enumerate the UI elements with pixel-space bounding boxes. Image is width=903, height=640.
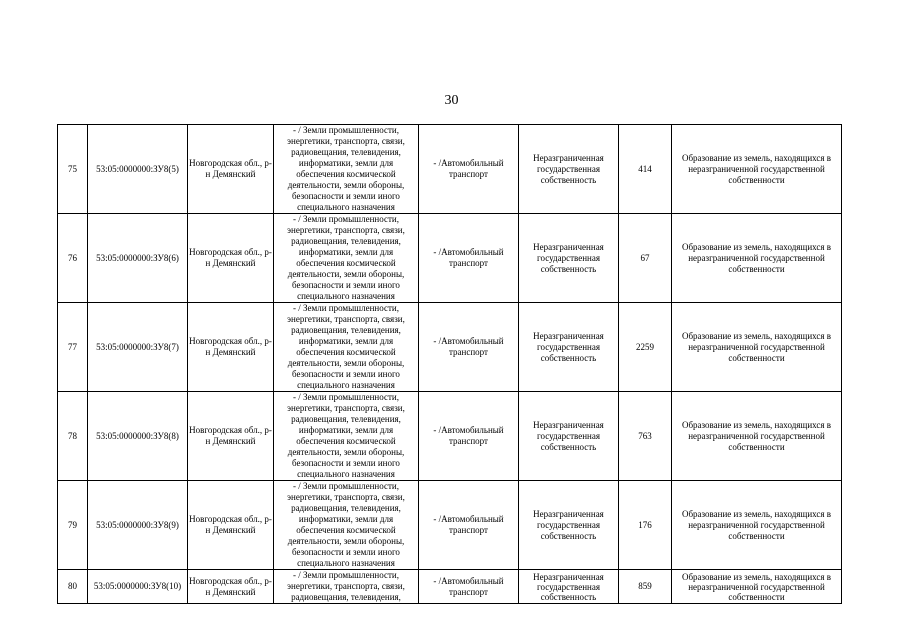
land-category: - / Земли промышленности, энергетики, транспорта, связи, радиовещания, телевидения, информатики, земли для обеспечения космической деятельности, земли обороны, безопасности и земли иного специального назначения	[274, 392, 419, 481]
row-number: 75	[58, 125, 88, 214]
area: 67	[619, 214, 672, 303]
cadastral-number: 53:05:0000000:ЗУ8(9)	[88, 481, 188, 570]
permitted-use: - /Автомобильный транспорт	[419, 303, 519, 392]
row-number: 78	[58, 392, 88, 481]
cadastral-number: 53:05:0000000:ЗУ8(8)	[88, 392, 188, 481]
table-row	[58, 125, 842, 214]
permitted-use: - /Автомобильный транспорт	[419, 214, 519, 303]
permitted-use: - /Автомобильный транспорт	[419, 125, 519, 214]
location: Новгородская обл., р-н Демянский	[188, 481, 274, 570]
permitted-use: - /Автомобильный транспорт	[419, 570, 519, 604]
ownership: Неразграниченная государственная собственность	[519, 481, 619, 570]
row-number: 79	[58, 481, 88, 570]
cadastral-number: 53:05:0000000:ЗУ8(7)	[88, 303, 188, 392]
location: Новгородская обл., р-н Демянский	[188, 214, 274, 303]
area: 763	[619, 392, 672, 481]
formation-note: Образование из земель, находящихся в неразграниченной государственной собственности	[672, 214, 842, 303]
page-number: 30	[444, 93, 459, 108]
area: 2259	[619, 303, 672, 392]
location: Новгородская обл., р-н Демянский	[188, 570, 274, 604]
ownership: Неразграниченная государственная собственность	[519, 392, 619, 481]
row-number: 76	[58, 214, 88, 303]
formation-note: Образование из земель, находящихся в неразграниченной государственной собственности	[672, 570, 842, 604]
table-row	[58, 570, 842, 604]
table-row	[58, 481, 842, 570]
cadastral-number: 53:05:0000000:ЗУ8(6)	[88, 214, 188, 303]
land-plots-table	[57, 124, 842, 604]
land-category: - / Земли промышленности, энергетики, транспорта, связи, радиовещания, телевидения, информатики, земли для обеспечения космической деятельности, земли обороны, безопасности и земли иного специального назначения	[274, 125, 419, 214]
land-category: - / Земли промышленности, энергетики, транспорта, связи, радиовещания, телевидения, информатики, земли для обеспечения космической деятельности, земли обороны, безопасности и земли иного специального назначения	[274, 303, 419, 392]
table-row	[58, 392, 842, 481]
location: Новгородская обл., р-н Демянский	[188, 392, 274, 481]
table-row	[58, 303, 842, 392]
row-number: 80	[58, 570, 88, 604]
location: Новгородская обл., р-н Демянский	[188, 125, 274, 214]
permitted-use: - /Автомобильный транспорт	[419, 392, 519, 481]
area: 414	[619, 125, 672, 214]
land-category: - / Земли промышленности, энергетики, транспорта, связи, радиовещания, телевидения, информатики, земли для обеспечения космической деятельности, земли обороны, безопасности и земли иного специального назначения	[274, 214, 419, 303]
area: 176	[619, 481, 672, 570]
ownership: Неразграниченная государственная собственность	[519, 214, 619, 303]
location: Новгородская обл., р-н Демянский	[188, 303, 274, 392]
formation-note: Образование из земель, находящихся в неразграниченной государственной собственности	[672, 481, 842, 570]
cadastral-number: 53:05:0000000:ЗУ8(10)	[88, 570, 188, 604]
cadastral-number: 53:05:0000000:ЗУ8(5)	[88, 125, 188, 214]
table-row	[58, 214, 842, 303]
ownership: Неразграниченная государственная собственность	[519, 303, 619, 392]
formation-note: Образование из земель, находящихся в неразграниченной государственной собственности	[672, 125, 842, 214]
permitted-use: - /Автомобильный транспорт	[419, 481, 519, 570]
formation-note: Образование из земель, находящихся в неразграниченной государственной собственности	[672, 303, 842, 392]
row-number: 77	[58, 303, 88, 392]
area: 859	[619, 570, 672, 604]
land-category: - / Земли промышленности, энергетики, транспорта, связи, радиовещания, телевидения, информатики, земли для обеспечения космической деятельности, земли обороны, безопасности и земли иного специального назначения	[274, 481, 419, 570]
formation-note: Образование из земель, находящихся в неразграниченной государственной собственности	[672, 392, 842, 481]
ownership: Неразграниченная государственная собственность	[519, 570, 619, 604]
land-category: - / Земли промышленности, энергетики, транспорта, связи, радиовещания, телевидения,	[274, 570, 419, 604]
ownership: Неразграниченная государственная собственность	[519, 125, 619, 214]
